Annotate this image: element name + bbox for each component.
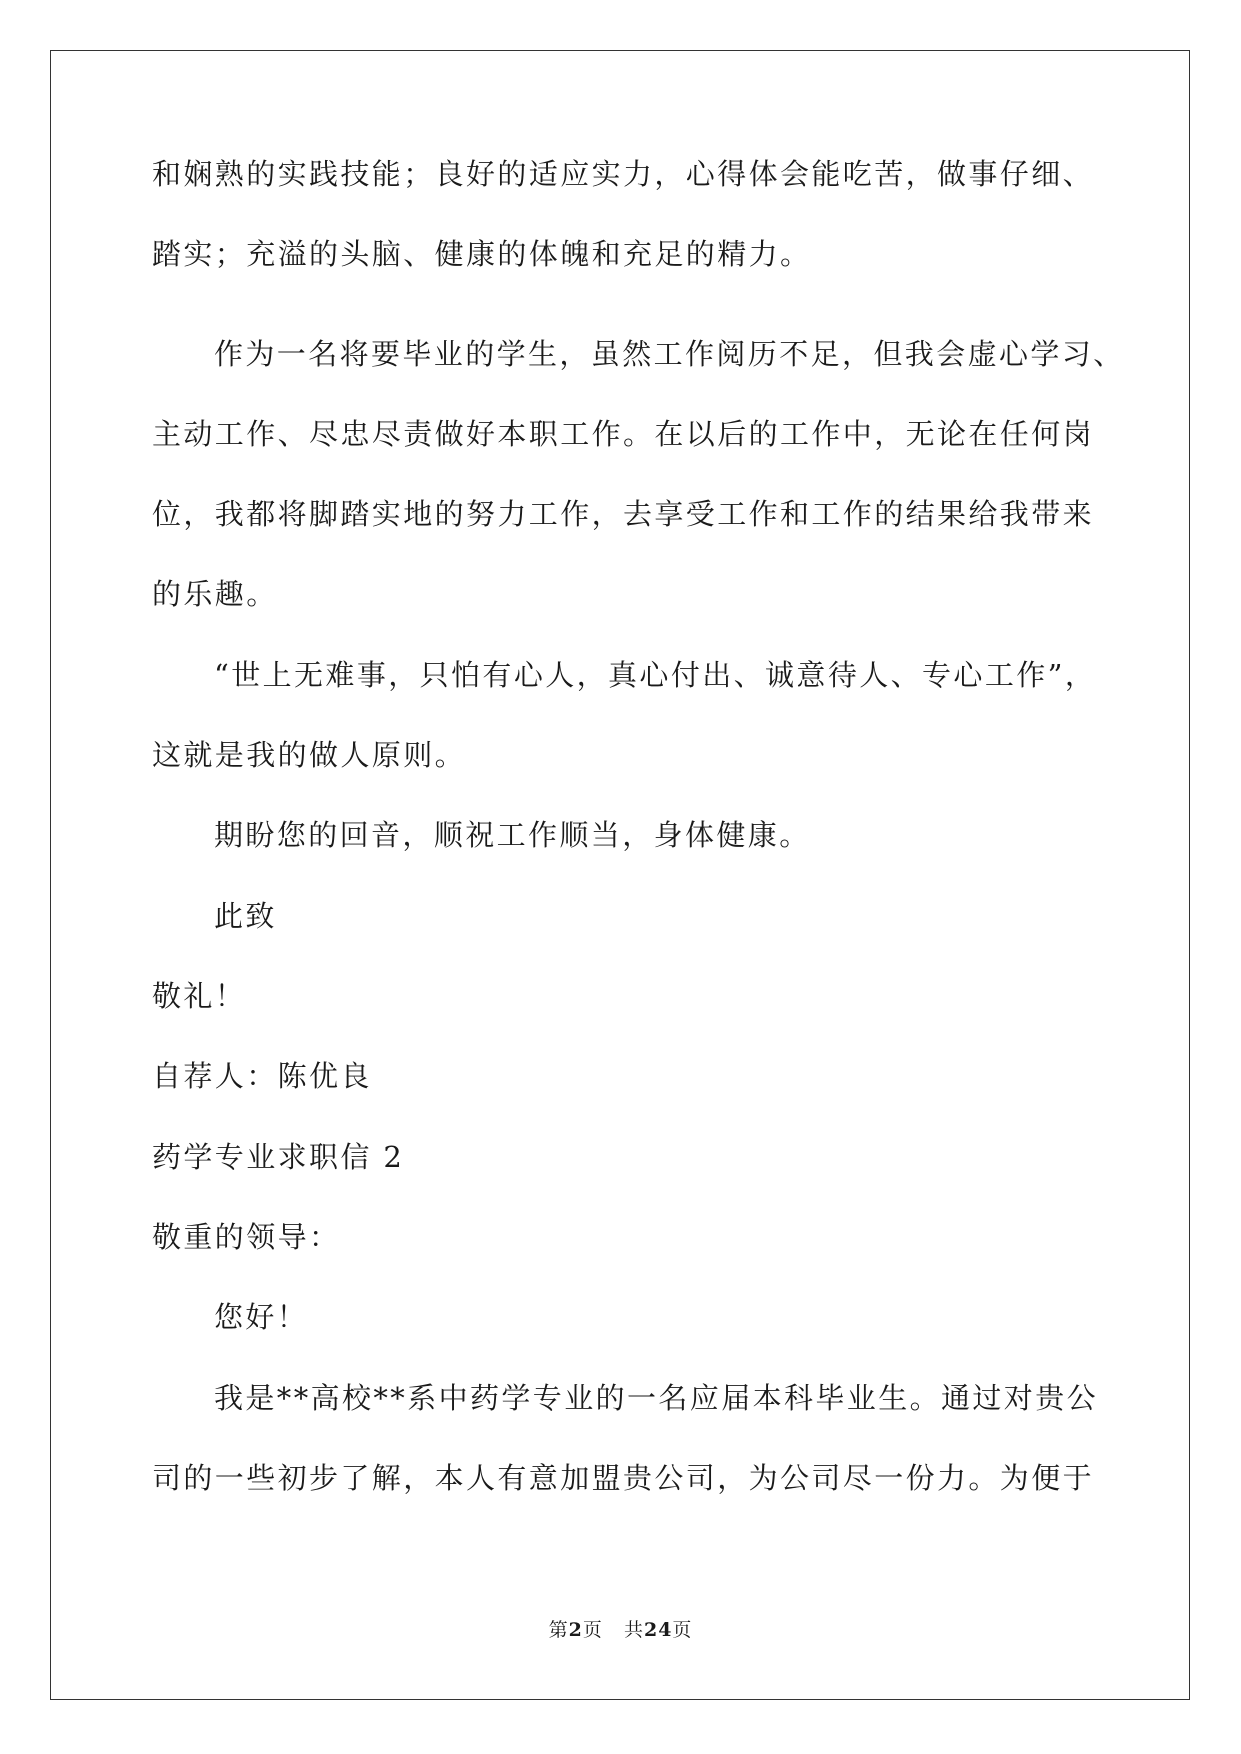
page-border bbox=[50, 50, 1190, 1700]
page-footer bbox=[0, 1618, 1241, 1642]
body-line-8: 这就是我的做人原则。 bbox=[152, 738, 467, 772]
section-heading: 药学专业求职信 2 bbox=[152, 1140, 405, 1174]
body-line-9: 期盼您的回音，顺祝工作顺当，身体健康。 bbox=[214, 818, 811, 852]
footer-page-suffix: 页 bbox=[582, 1619, 603, 1641]
footer-page-number: 2 bbox=[568, 1619, 583, 1641]
body-line-2: 踏实；充溢的头脑、健康的体魄和充足的精力。 bbox=[152, 237, 812, 271]
footer-total-suffix: 页 bbox=[672, 1619, 693, 1641]
body-line-6: 的乐趣。 bbox=[152, 577, 278, 611]
greeting-address: 敬重的领导： bbox=[152, 1220, 341, 1254]
signature-line: 自荐人：陈优良 bbox=[152, 1059, 372, 1093]
greeting-hello: 您好！ bbox=[214, 1300, 309, 1334]
body-line-3: 作为一名将要毕业的学生，虽然工作阅历不足，但我会虚心学习、 bbox=[214, 337, 1125, 371]
body-line-10: 我是**高校**系中药学专业的一名应届本科毕业生。通过对贵公 bbox=[214, 1381, 1099, 1415]
body-line-1: 和娴熟的实践技能；良好的适应实力，心得体会能吃苦，做事仔细、 bbox=[152, 157, 1095, 191]
footer-total-pages: 24 bbox=[643, 1619, 673, 1641]
body-line-5: 位，我都将脚踏实地的努力工作，去享受工作和工作的结果给我带来 bbox=[152, 497, 1095, 531]
body-line-7: “世上无难事，只怕有心人，真心付出、诚意待人、专心工作”， bbox=[214, 658, 1097, 692]
body-line-4: 主动工作、尽忠尽责做好本职工作。在以后的工作中，无论在任何岗 bbox=[152, 417, 1095, 451]
closing-salutation: 此致 bbox=[214, 899, 277, 933]
footer-prefix: 第 bbox=[548, 1619, 569, 1641]
closing-regards: 敬礼！ bbox=[152, 979, 247, 1013]
footer-total-prefix: 共 bbox=[623, 1619, 644, 1641]
body-line-11: 司的一些初步了解，本人有意加盟贵公司，为公司尽一份力。为便于 bbox=[152, 1461, 1095, 1495]
